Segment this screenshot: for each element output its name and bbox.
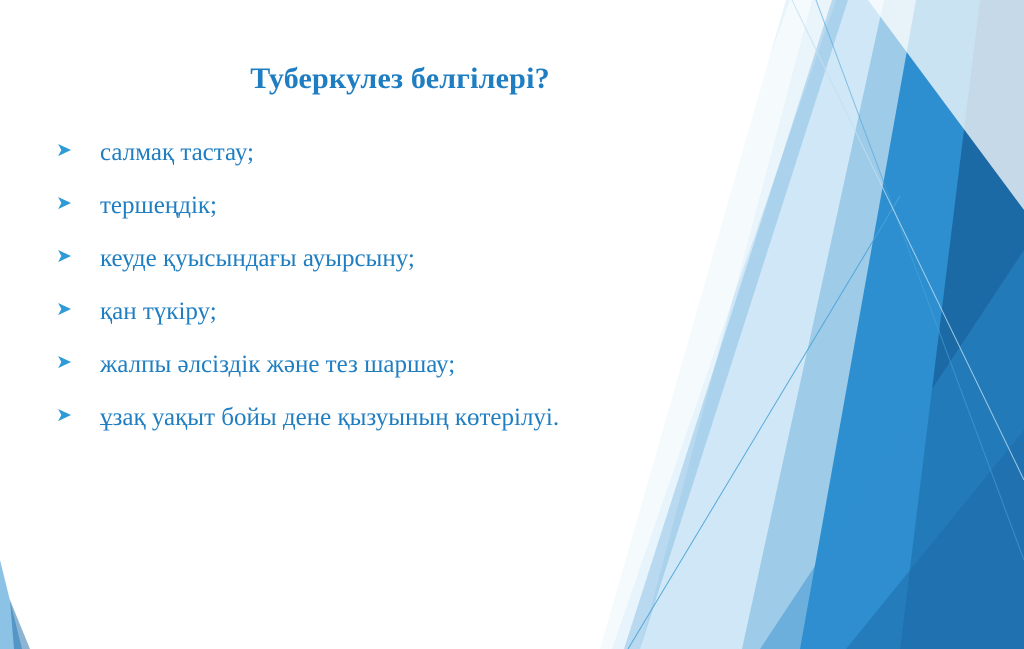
list-item	[56, 136, 716, 169]
list-item	[56, 295, 716, 328]
page-title: Туберкулез белгілері?	[250, 62, 550, 95]
arrow-bullet-icon: ➤	[56, 246, 72, 267]
list-item-label: қан түкіру;	[100, 298, 217, 325]
list-item	[56, 348, 716, 381]
list-item-label: кеуде қуысындағы ауырсыну;	[100, 245, 415, 272]
list-item	[56, 401, 716, 434]
list-item	[56, 189, 716, 222]
list-item-label: ұзақ уақыт бойы дене қызуының көтерілуі.	[100, 404, 560, 431]
arrow-bullet-icon: ➤	[56, 405, 72, 426]
bullet-list	[56, 136, 716, 454]
list-item-label: салмақ тастау;	[100, 139, 254, 166]
list-item-label: тершеңдік;	[100, 192, 218, 219]
list-item-label: жалпы әлсіздік және тез шаршау;	[100, 351, 456, 378]
arrow-bullet-icon: ➤	[56, 140, 72, 161]
arrow-bullet-icon: ➤	[56, 352, 72, 373]
list-item	[56, 242, 716, 275]
arrow-bullet-icon: ➤	[56, 193, 72, 214]
arrow-bullet-icon: ➤	[56, 299, 72, 320]
